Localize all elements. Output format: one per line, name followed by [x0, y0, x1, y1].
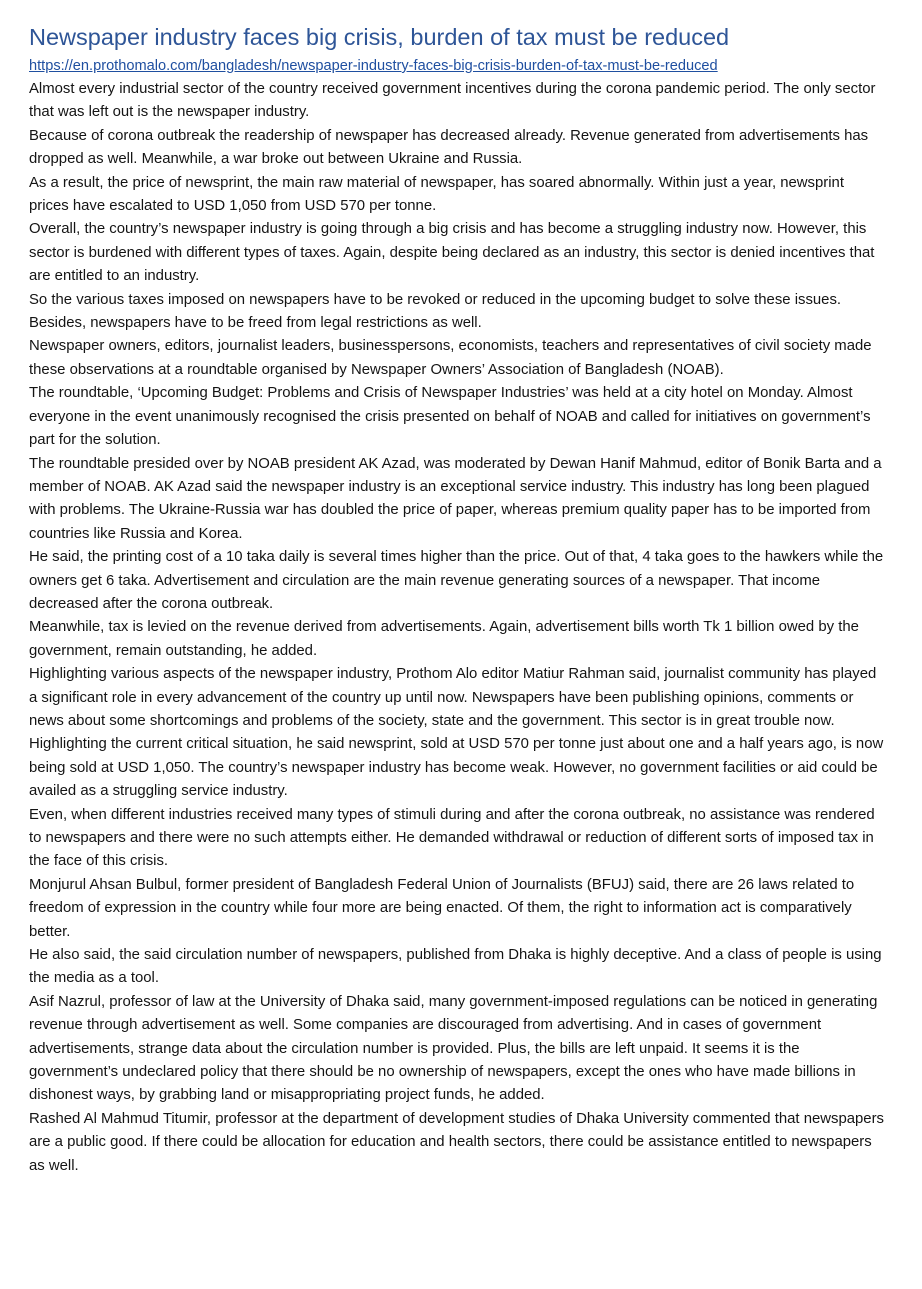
paragraph-9: He said, the printing cost of a 10 taka daily is several times higher than the price. Out of that, 4 taka goes to the hawkers while the owners get 6 taka. Advertisement and circulation are the main revenue generating sources of a newspaper. That income decreased after the corona outbreak.: [29, 549, 884, 612]
paragraph-14: Monjurul Ahsan Bulbul, former president of Bangladesh Federal Union of Journalists (BFUJ) said, there are 26 laws related to freedom of expression in the country while four more are being enacted. Of them, the right to information act is comparatively better.: [29, 876, 855, 940]
paragraph-10: Meanwhile, tax is levied on the revenue derived from advertisements. Again, advertisement bills worth Tk 1 billion owed by the government, remain outstanding, he added.: [29, 619, 859, 659]
paragraph-3: As a result, the price of newsprint, the main raw material of newspaper, has soared abnormally. Within just a year, newsprint prices have escalated to USD 1,050 from USD 570 per tonne.: [29, 174, 844, 215]
paragraph-11: Highlighting various aspects of the newspaper industry, Prothom Alo editor Matiur Rahman said, journalist community has played a significant role in every advancement of the country up until now. Newspapers have been publishing opinions, comments or news about some shortcomings and problems of the society, state and the government. This sector is in great trouble now.: [29, 666, 877, 729]
paragraph-1: Almost every industrial sector of the country received government incentives during the corona pandemic period. The only sector that was left out is the newspaper industry.: [29, 81, 876, 121]
paragraph-12: Highlighting the current critical situation, he said newsprint, sold at USD 570 per tonne just about one and a half years ago, is now being sold at USD 1,050. The country’s newspaper industry has become weak. However, no government facilities or aid could be availed as a struggling service industry.: [29, 736, 884, 800]
paragraph-15: He also said, the said circulation number of newspapers, published from Dhaka is highly deceptive. And a class of people is using the media as a tool.: [29, 947, 882, 987]
paragraph-17: Rashed Al Mahmud Titumir, professor at the department of development studies of Dhaka University commented that newspapers are a public good. If there could be allocation for education and health sectors, there could be assistance entitled to newspapers as well.: [29, 1110, 884, 1174]
article-title: Newspaper industry faces big crisis, burden of tax must be reduced: [29, 24, 730, 50]
paragraph-13: Even, when different industries received many types of stimuli during and after the corona outbreak, no assistance was rendered to newspapers and there were no such attempts either. He demanded withdrawal or reduction of different sorts of imposed tax in the face of this crisis.: [29, 806, 875, 870]
paragraph-8: The roundtable presided over by NOAB president AK Azad, was moderated by Dewan Hanif Mahmud, editor of Bonik Barta and a member of NOAB. AK Azad said the newspaper industry is an exceptional service industry. This industry has long been plagued with problems. The Ukraine-Russia war has doubled the price of paper, whereas premium quality paper has to be imported from countries like Russia and Korea.: [29, 455, 882, 542]
paragraph-16: Asif Nazrul, professor of law at the University of Dhaka said, many government-imposed regulations can be noticed in generating revenue through advertisement as well. Some companies are discouraged from advertising. And in cases of government advertisements, strange data about the circulation number is provided. Plus, the bills are left unpaid. It seems it is the government’s undeclared policy that there should be no ownership of newspapers, except the ones who have made billions in dishonest ways, by grabbing land or misappropriating project funds, he added.: [29, 993, 878, 1104]
paragraph-2: Because of corona outbreak the readership of newspaper has decreased already. Revenue generated from advertisements has dropped as well. Meanwhile, a war broke out between Ukraine and Russia.: [29, 127, 869, 168]
paragraph-7: The roundtable, ‘Upcoming Budget: Problems and Crisis of Newspaper Industries’ was held at a city hotel on Monday. Almost everyone in the event unanimously recognised the crisis presented on behalf of NOAB and called for initiatives on government’s part for the solution.: [29, 385, 871, 449]
article: [29, 18, 885, 1178]
paragraph-5: So the various taxes imposed on newspapers have to be revoked or reduced in the upcoming budget to solve these issues. Besides, newspapers have to be freed from legal restrictions as well.: [29, 291, 842, 332]
article-source-link[interactable]: https://en.prothomalo.com/bangladesh/newspaper-industry-faces-big-crisis-burden-of-tax-must-be-reduced: [29, 58, 718, 74]
paragraph-6: Newspaper owners, editors, journalist leaders, businesspersons, economists, teachers and representatives of civil society made these observations at a roundtable organised by Newspaper Owners’ Association of Bangladesh (NOAB).: [29, 338, 872, 378]
paragraph-4: Overall, the country’s newspaper industry is going through a big crisis and has become a struggling industry now. However, this sector is burdened with different types of taxes. Again, despite being declared as an industry, this sector is denied incentives that are entitled to an industry.: [29, 221, 875, 285]
